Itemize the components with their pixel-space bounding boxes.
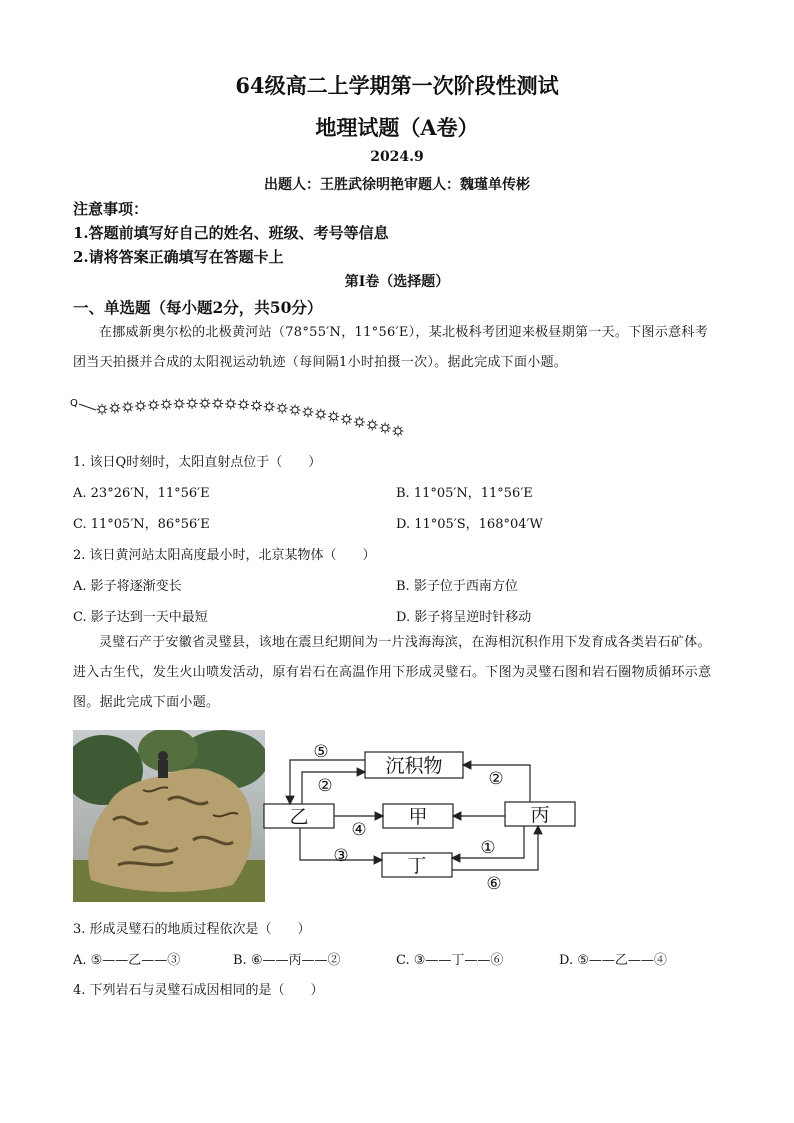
sun-marker [174,398,185,409]
q1-option-d[interactable]: D. 11°05′S，168°04′W [396,517,543,532]
q1-option-b[interactable]: B. 11°05′N，11°56′E [396,486,533,501]
sun-marker [290,404,301,415]
svg-text:②: ② [317,776,333,796]
exam-subtitle: 地理试题（A卷） [315,115,479,140]
sun-marker [109,403,120,414]
svg-text:沉积物: 沉积物 [385,755,443,777]
q3-option-d[interactable]: D. ⑤——乙——④ [559,953,667,968]
svg-text:丙: 丙 [530,804,550,826]
sun-track-pointer [79,404,96,410]
passage-1: 在挪威新奥尔松的北极黄河站（78°55′N，11°56′E），某北极科考团迎来极昼期第一天。下图示意科考团当天拍摄并合成的太阳视运动轨迹（每间隔1小时拍摄一次）。据此完成下面小题。 [73,325,709,370]
q3-stem: 3. 形成灵璧石的地质过程依次是（ ） [73,922,311,937]
sun-marker [315,409,326,420]
sun-marker [264,401,275,412]
part-title: 第Ⅰ卷（选择题） [344,274,450,290]
sun-marker [199,398,210,409]
svg-text:②: ② [488,769,504,789]
rock-cycle-diagram [262,736,582,896]
q3-option-a[interactable]: A. ⑤——乙——③ [73,953,181,968]
q2-option-b[interactable]: B. 影子位于西南方位 [396,579,518,594]
sun-marker [367,419,378,430]
exam-authors: 出题人：王胜武徐明艳审题人：魏瑾单传彬 [264,177,530,193]
sun-track-figure [68,382,408,438]
q2-option-d[interactable]: D. 影子将呈逆时针移动 [396,610,532,625]
q2-option-a[interactable]: A. 影子将逐渐变长 [73,579,182,594]
sun-marker [238,399,249,410]
sun-positions [97,398,404,437]
lingbi-stone-photo [73,730,265,902]
q4-stem: 4. 下列岩石与灵璧石成因相同的是（ ） [73,983,324,998]
sun-track-label-q: Q [70,398,78,409]
sun-marker [161,399,172,410]
svg-text:⑤: ⑤ [313,742,329,762]
sun-marker [148,400,159,411]
q1-option-c[interactable]: C. 11°05′N，86°56′E [73,517,210,532]
exam-date: 2024.9 [370,149,424,165]
sun-marker [135,400,146,411]
svg-text:丁: 丁 [407,855,427,877]
q3-option-b[interactable]: B. ⑥——丙——② [233,953,341,968]
notes-item-1: 1.答题前填写好自己的姓名、班级、考号等信息 [73,224,389,242]
q1-stem: 1. 该日Q时刻时，太阳直射点位于（ ） [73,455,322,470]
svg-text:③: ③ [333,846,349,866]
svg-text:乙: 乙 [289,806,309,828]
sun-marker [328,411,339,422]
exam-title: 64级高二上学期第一次阶段性测试 [235,73,559,98]
sun-marker [187,398,198,409]
sun-marker [122,401,133,412]
q3-option-c[interactable]: C. ③——丁——⑥ [396,953,504,968]
q2-stem: 2. 该日黄河站太阳高度最小时，北京某物体（ ） [73,548,376,563]
sun-marker [380,422,391,433]
svg-text:④: ④ [351,820,367,840]
notes-item-2: 2.请将答案正确填写在答题卡上 [73,248,284,266]
sun-marker [97,404,108,415]
sun-marker [212,398,223,409]
sun-marker [251,400,262,411]
sun-marker [354,416,365,427]
svg-text:甲: 甲 [408,806,428,828]
q1-option-a[interactable]: A. 23°26′N，11°56′E [73,486,210,501]
passage-2: 灵璧石产于安徽省灵璧县，该地在震旦纪期间为一片浅海海滨，在海相沉积作用下发育成各类岩石矿体。进入古生代，发生火山喷发活动，原有岩石在高温作用下形成灵璧石。下图为灵璧石图和岩石圈物质循环示意图。据此完成下面小题。 [73,635,712,710]
sun-marker [341,414,352,425]
sun-marker [302,406,313,417]
sun-marker [225,398,236,409]
section-title: 一、单选题（每小题2分，共50分） [73,298,323,317]
notes-heading: 注意事项： [73,200,149,218]
sun-marker [277,403,288,414]
sun-marker [393,426,404,437]
svg-text:⑥: ⑥ [486,874,502,894]
q2-option-c[interactable]: C. 影子达到一天中最短 [73,610,208,625]
svg-text:①: ① [480,838,496,858]
